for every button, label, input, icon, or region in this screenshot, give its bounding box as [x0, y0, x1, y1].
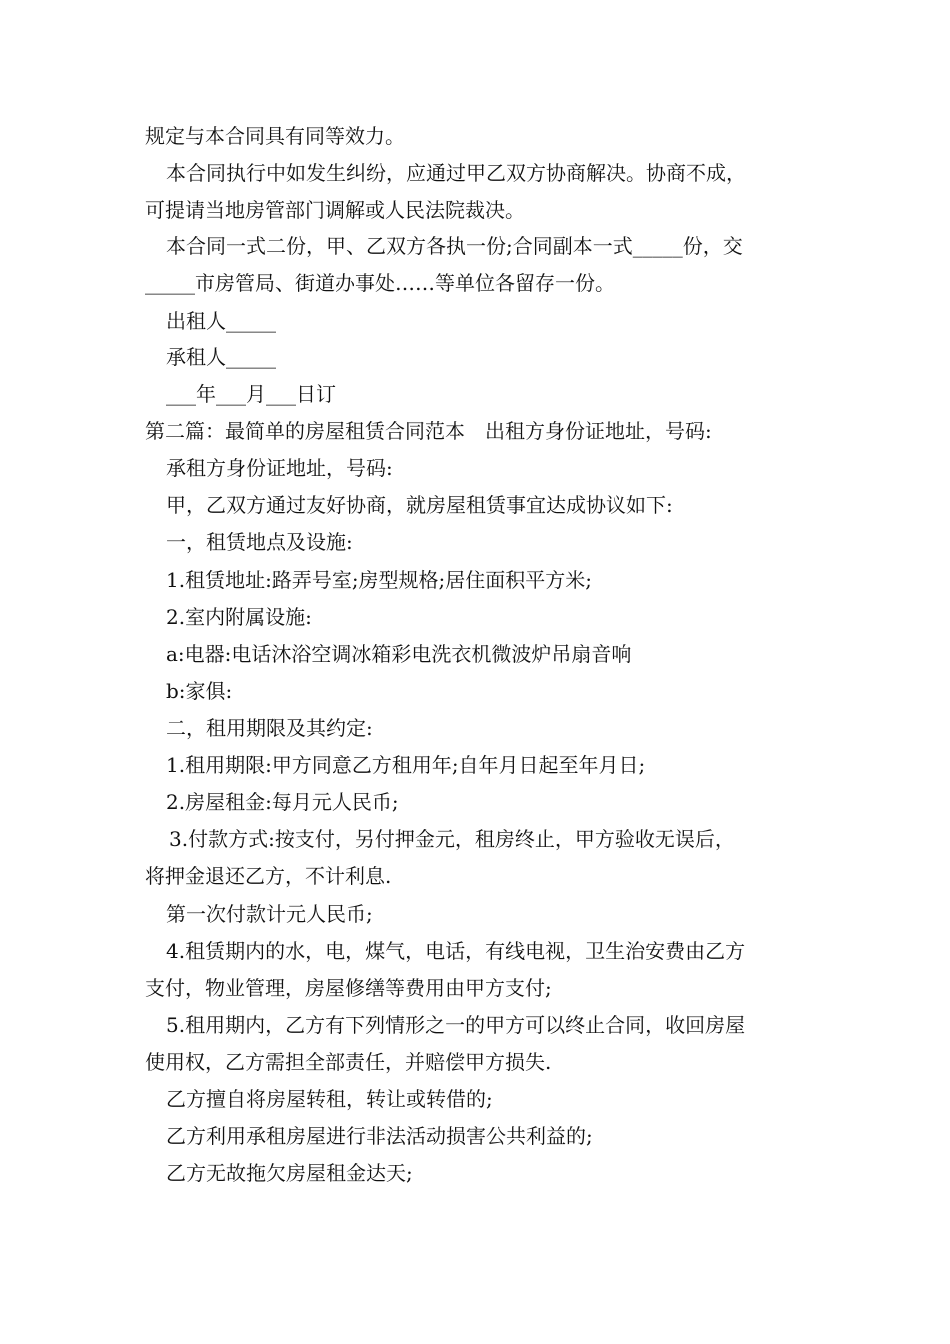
text-line: 可提请当地房管部门调解或人民法院裁决。 [145, 198, 525, 222]
text-line: 支付，物业管理，房屋修缮等费用由甲方支付; [145, 976, 552, 1000]
text-line: 将押金退还乙方，不计利息. [145, 864, 392, 888]
text-line: 承租方身份证地址，号码: [166, 456, 393, 480]
text-line: 第一次付款计元人民币; [166, 902, 373, 926]
text-line: 本合同一式二份，甲、乙双方各执一份;合同副本一式_____份，交 [166, 234, 743, 258]
text-line: 3.付款方式:按支付，另付押金元，租房终止，甲方验收无误后， [169, 827, 735, 851]
text-line: 一，租赁地点及设施: [166, 530, 353, 554]
text-line: 规定与本合同具有同等效力。 [145, 124, 405, 148]
text-line: 本合同执行中如发生纠纷，应通过甲乙双方协商解决。协商不成， [166, 161, 746, 185]
text-line: 二，租用期限及其约定: [166, 716, 373, 740]
text-line: 4.租赁期内的水，电，煤气，电话，有线电视，卫生治安费由乙方 [166, 939, 746, 963]
text-line: 2.房屋租金:每月元人民币; [166, 790, 399, 814]
text-line: 乙方无故拖欠房屋租金达天; [166, 1161, 413, 1185]
text-line: b:家俱: [166, 679, 233, 703]
text-line: ___年___月___日订 [166, 382, 336, 406]
text-line: 2.室内附属设施: [166, 605, 312, 629]
text-line: 甲，乙双方通过友好协商，就房屋租赁事宜达成协议如下: [166, 493, 673, 517]
text-line: 使用权，乙方需担全部责任，并赔偿甲方损失. [145, 1050, 552, 1074]
text-line: 出租人_____ [166, 309, 276, 333]
text-line: 乙方擅自将房屋转租，转让或转借的; [166, 1087, 493, 1111]
text-line: 1.租用期限:甲方同意乙方租用年;自年月日起至年月日; [166, 753, 646, 777]
text-line: a:电器:电话沐浴空调冰箱彩电洗衣机微波炉吊扇音响 [166, 642, 632, 666]
text-line: _____市房管局、街道办事处……等单位各留存一份。 [145, 271, 615, 295]
text-line: 承租人_____ [166, 345, 276, 369]
text-line: 5.租用期内，乙方有下列情形之一的甲方可以终止合同，收回房屋 [166, 1013, 746, 1037]
text-line: 第二篇：最简单的房屋租赁合同范本 出租方身份证地址，号码: [145, 419, 712, 443]
text-line: 乙方利用承租房屋进行非法活动损害公共利益的; [166, 1124, 593, 1148]
text-line: 1.租赁地址:路弄号室;房型规格;居住面积平方米; [166, 568, 593, 592]
